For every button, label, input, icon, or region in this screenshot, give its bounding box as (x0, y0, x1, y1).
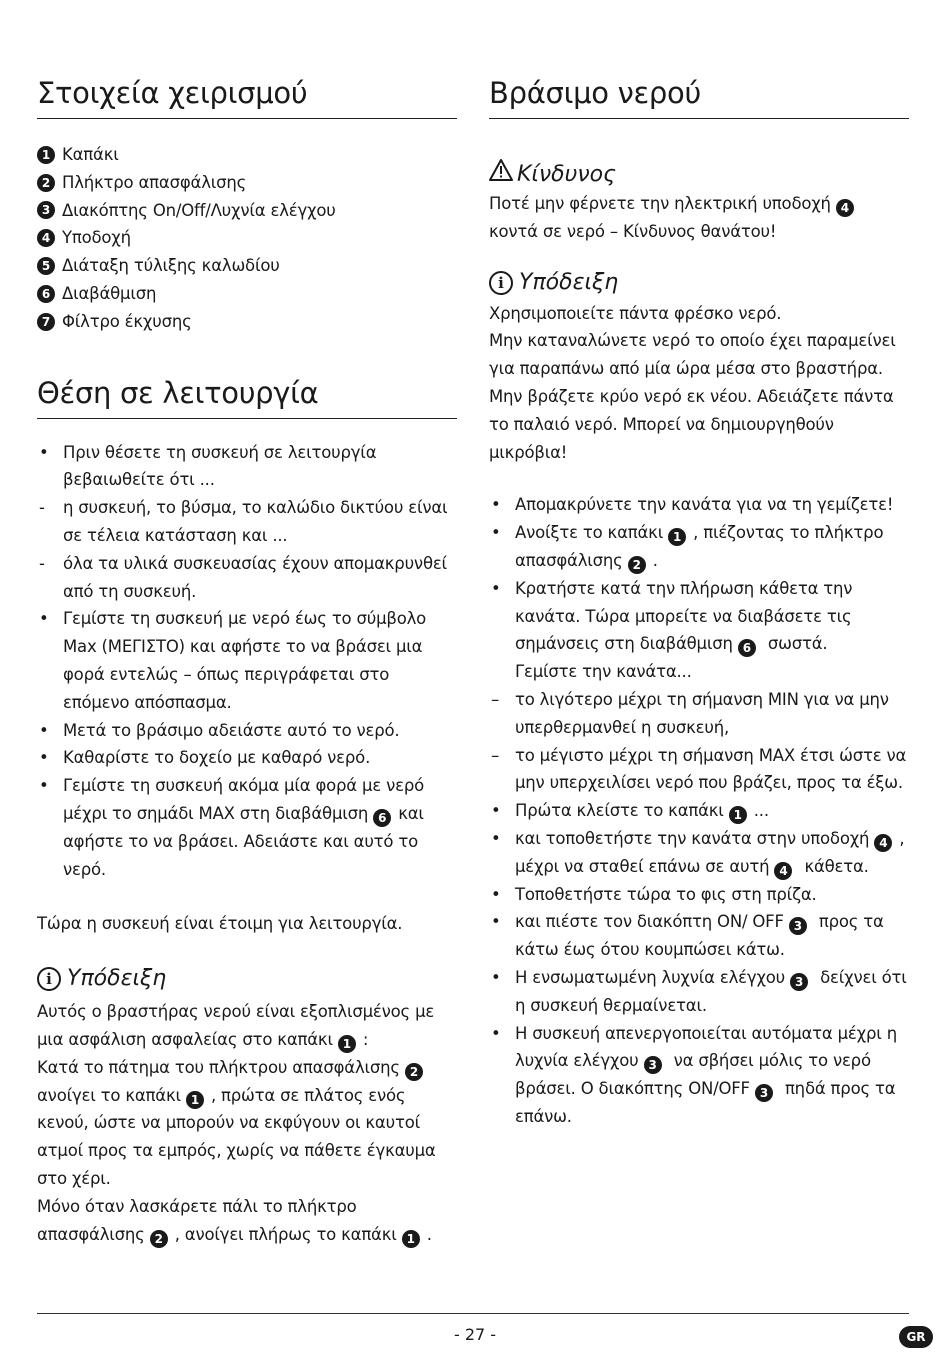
list-item (37, 197, 457, 225)
list-item (37, 169, 457, 197)
bullet-text: Η ενσωματωμένη λυχνία ελέγχου (515, 967, 786, 987)
bullet-item (37, 744, 457, 772)
bullet-text: Μετά το βράσιμο αδειάστε αυτό το νερό. (63, 720, 400, 740)
left-column (37, 74, 457, 1248)
operation-steps (37, 439, 457, 884)
footer-divider (37, 1313, 909, 1314)
number-badge: 4 (774, 862, 792, 880)
control-label: Πλήκτρο απασφάλισης (62, 172, 247, 192)
bullet-item (489, 797, 909, 825)
bullet-text: Κρατήστε κατά την πλήρωση κάθετα την κανάτα. Τώρα μπορείτε να διαβάσετε τις σημάνσεις στη διαβάθμιση (515, 578, 853, 654)
dash-item (37, 494, 457, 550)
danger-text (489, 190, 909, 246)
note-heading (489, 268, 909, 298)
number-badge: 7 (37, 313, 55, 331)
bullet-marker: • (39, 748, 49, 768)
note-text: , πρώτα σε πλάτος ενός κενού, ώστε να μπορούν να εκφύγουν οι καυτοί ατμοί προς τα εμπρός, χωρίς να πάθετε έγκαυμα στο χέρι. (37, 1085, 436, 1188)
warning-icon (489, 159, 513, 190)
bullet-text: Γεμίστε τη συσκευή ακόμα μία φορά με νερό μέχρι το σημάδι MAX στη διαβάθμιση (63, 776, 424, 823)
bullet-text: και αφήστε το να βράσει. Αδειάστε και αυτό το νερό. (63, 803, 424, 879)
number-badge: 4 (37, 229, 55, 247)
bullet-text: προς τα κάτω έως ότου κουμπώσει κάτω. (515, 912, 884, 960)
number-badge: 1 (729, 806, 747, 824)
bullet-text: . (652, 550, 658, 570)
bullet-item (489, 908, 909, 964)
control-label: Διάταξη τύλιξης καλωδίου (62, 256, 280, 276)
note-body (489, 300, 909, 467)
number-badge: 3 (790, 973, 808, 991)
bullet-text: και τοποθετήστε την κανάτα στην υποδοχή (515, 828, 870, 848)
bullet-text: Απομακρύνετε την κανάτα για να τη γεμίζετε! (515, 495, 894, 515)
right-column (489, 74, 909, 1131)
note-paragraph (37, 998, 457, 1054)
info-icon: i (37, 967, 61, 991)
bullet-marker: • (39, 609, 49, 629)
number-badge: 6 (373, 809, 391, 827)
number-badge: 1 (402, 1230, 420, 1248)
control-label: Διαβάθμιση (62, 283, 157, 303)
note-text: , ανοίγει πλήρως το καπάκι (174, 1224, 397, 1244)
number-badge: 1 (186, 1091, 204, 1109)
bullet-item (489, 519, 909, 575)
note-heading (37, 964, 457, 994)
number-badge: 1 (37, 146, 55, 164)
note-title: Υπόδειξη (67, 966, 167, 992)
bullet-item (37, 717, 457, 745)
ready-text: Τώρα η συσκευή είναι έτοιμη για λειτουργία. (37, 914, 403, 934)
bullet-marker: • (491, 523, 501, 543)
control-label: Καπάκι (62, 145, 119, 164)
bullet-marker: • (491, 912, 501, 932)
dash-marker: – (491, 745, 500, 765)
note-title: Υπόδειξη (519, 269, 619, 295)
dash-marker: - (39, 553, 45, 573)
control-label: Διακόπτης On/Off/Λυχνία ελέγχου (62, 200, 336, 220)
bullet-text: Γεμίστε την κανάτα... (515, 662, 692, 682)
bullet-text: Τοποθετήστε τώρα το φις στη πρίζα. (515, 884, 817, 904)
bullet-item (489, 575, 909, 686)
number-badge: 1 (668, 528, 686, 546)
bullet-text: σωστά. (767, 634, 828, 654)
bullet-marker: • (491, 967, 501, 987)
number-badge: 3 (644, 1056, 662, 1074)
bullet-text: Πρώτα κλείστε το καπάκι (515, 801, 724, 821)
note-text: ανοίγει το καπάκι (37, 1085, 181, 1105)
bullet-text: πηδά προς τα επάνω. (515, 1079, 896, 1126)
note-text: : (362, 1029, 369, 1049)
bullet-marker: • (491, 884, 501, 904)
number-badge: 2 (37, 174, 55, 192)
note-paragraph (37, 1193, 457, 1249)
bullet-marker: • (491, 1023, 501, 1043)
list-item (37, 141, 457, 169)
bullet-item (489, 964, 909, 1020)
number-badge: 6 (738, 639, 756, 657)
bullet-item (489, 491, 909, 519)
bullet-text: και πιέστε τον διακόπτη ON/ OFF (515, 912, 784, 932)
controls-heading: Στοιχεία χειρισμού (37, 74, 457, 119)
dash-item (489, 742, 909, 798)
dash-text: το μέγιστο μέχρι τη σήμανση MAX έτσι ώστε να μην υπερχειλίσει νερό που βράζει, προς τα έξω. (515, 745, 907, 793)
bullet-text: , μέχρι να σταθεί επάνω σε αυτή (515, 828, 905, 876)
list-item (37, 224, 457, 252)
bullet-item (489, 1020, 909, 1131)
number-badge: 2 (150, 1230, 168, 1248)
number-badge: 2 (405, 1063, 423, 1081)
number-badge: 3 (37, 201, 55, 219)
bullet-item (489, 881, 909, 909)
number-badge: 2 (628, 556, 646, 574)
dash-text: όλα τα υλικά συσκευασίας έχουν απομακρυνθεί από τη συσκευή. (63, 553, 447, 601)
number-badge: 5 (37, 257, 55, 275)
bullet-marker: • (39, 720, 49, 740)
bullet-text: Καθαρίστε το δοχείο με καθαρό νερό. (63, 748, 371, 768)
danger-text-part: Ποτέ μην φέρνετε την ηλεκτρική υποδοχή (489, 194, 831, 213)
list-item (37, 252, 457, 280)
bullet-marker: • (491, 578, 501, 598)
number-badge: 6 (37, 285, 55, 303)
danger-text-part: κοντά σε νερό – Κίνδυνος θανάτου! (489, 221, 777, 241)
dash-text: το λιγότερο μέχρι τη σήμανση MIN για να μην υπερθερμανθεί η συσκευή, (515, 689, 889, 737)
bullet-marker: • (39, 442, 49, 462)
dash-item (37, 550, 457, 606)
bullet-text: ... (753, 801, 769, 821)
note-line: Χρησιμοποιείτε πάντα φρέσκο νερό. (489, 303, 782, 323)
bullet-item (37, 772, 457, 883)
number-badge: 3 (755, 1084, 773, 1102)
note-text: . (426, 1224, 432, 1244)
number-badge: 3 (789, 917, 807, 935)
control-label: Υποδοχή (62, 228, 131, 248)
note-line: Μην βράζετε κρύο νερό εκ νέου. Αδειάζετε πάντα το παλαιό νερό. Μπορεί να δημιουργηθούν μικρόβια! (489, 386, 894, 462)
note-line: Μην καταναλώνετε νερό το οποίο έχει παραμείνει για παραπάνω από μία ώρα μέσα στο βραστήρα. (489, 331, 896, 379)
bullet-text: δείχνει ότι η συσκευή θερμαίνεται. (515, 967, 907, 1015)
list-item (37, 280, 457, 308)
boiling-heading: Βράσιμο νερού (489, 74, 909, 119)
bullet-marker: • (491, 801, 501, 821)
boiling-steps (489, 491, 909, 1130)
bullet-text: Πριν θέσετε τη συσκευή σε λειτουργία βεβαιωθείτε ότι ... (63, 442, 377, 490)
dash-marker: – (491, 689, 500, 709)
bullet-text: Γεμίστε τη συσκευή με νερό έως το σύμβολο Max (ΜΕΓΙΣΤΟ) και αφήστε το να βράσει μια φορά εντελώς – όπως περιγράφεται στο επόμενο απόσπασμα. (63, 609, 427, 712)
bullet-text: Η συσκευή απενεργοποιείται αυτόματα μέχρι η λυχνία ελέγχου (515, 1023, 897, 1071)
control-label: Φίλτρο έκχυσης (62, 311, 192, 331)
controls-list (37, 141, 457, 336)
bullet-marker: • (39, 776, 49, 796)
bullet-marker: • (491, 495, 501, 515)
bullet-text: , πιέζοντας το πλήκτρο απασφάλισης (515, 523, 884, 570)
info-icon: i (489, 271, 513, 295)
language-badge: GR (899, 1326, 933, 1348)
dash-item (489, 686, 909, 742)
number-badge: 4 (836, 199, 854, 217)
note-text: Αυτός ο βραστήρας νερού είναι εξοπλισμένος με μια ασφάλιση ασφαλείας στο καπάκι (37, 1002, 435, 1049)
dash-text: η συσκευή, το βύσμα, το καλώδιο δικτύου είναι σε τέλεια κατάσταση και ... (63, 498, 448, 545)
bullet-item (489, 825, 909, 881)
bullet-item (37, 439, 457, 495)
number-badge: 1 (338, 1035, 356, 1053)
dash-marker: - (39, 498, 45, 518)
bullet-item (37, 605, 457, 716)
note-paragraph (37, 1054, 457, 1193)
list-item (37, 308, 457, 336)
note-text: Κατά το πάτημα του πλήκτρου απασφάλισης (37, 1057, 400, 1077)
bullet-marker: • (491, 828, 501, 848)
page-number: - 27 - (453, 1325, 497, 1344)
number-badge: 4 (874, 834, 892, 852)
danger-title: Κίνδυνος (517, 161, 617, 187)
note-text: Μόνο όταν λασκάρετε πάλι το πλήκτρο απασφάλισης (37, 1196, 357, 1244)
bullet-text: Ανοίξτε το καπάκι (515, 523, 664, 543)
bullet-text: κάθετα. (804, 856, 869, 876)
bullet-text: να σβήσει μόλις το νερό βράσει. Ο διακόπτης ON/OFF (515, 1051, 871, 1099)
operation-heading: Θέση σε λειτουργία (37, 374, 457, 419)
note-body (37, 998, 457, 1248)
danger-heading (489, 159, 909, 190)
